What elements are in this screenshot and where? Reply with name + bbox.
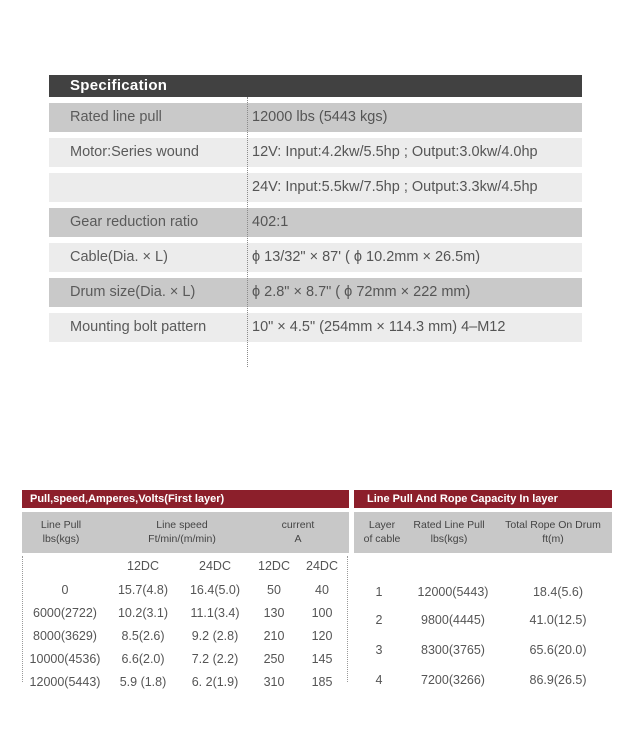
- spec-value: ϕ 13/32" × 87' ( ϕ 10.2mm × 26.5m): [252, 249, 481, 265]
- table-cell: 250: [263, 652, 285, 666]
- table-cell: 3: [375, 643, 383, 657]
- spec-row-drum-size: [49, 278, 582, 307]
- spec-row-rated-line-pull: [49, 103, 582, 132]
- table-cell: 65.6(20.0): [529, 643, 587, 657]
- col-line-pull-unit: lbs(kgs): [42, 533, 80, 545]
- col-line-pull: Line Pull: [40, 519, 82, 531]
- table-cell: 86.9(26.5): [529, 673, 587, 687]
- table-cell: 12000(5443): [29, 675, 101, 689]
- table-cell: 120: [311, 629, 333, 643]
- spec-row-motor-12v: [49, 138, 582, 167]
- column-divider: [22, 556, 23, 682]
- table-cell: 8300(3765): [421, 643, 485, 657]
- col-rated-line-pull: Rated Line Pull: [413, 519, 485, 531]
- spec-value: ϕ 2.8" × 8.7" ( ϕ 72mm × 222 mm): [252, 284, 471, 300]
- table-cell: 11.1(3.4): [190, 606, 240, 620]
- rope-capacity-table: [354, 490, 612, 690]
- table-cell: 310: [263, 675, 285, 689]
- table-cell: 16.4(5.0): [189, 583, 241, 597]
- table-cell: 6.6(2.0): [121, 652, 165, 666]
- table-cell: 185: [311, 675, 333, 689]
- table-cell: 41.0(12.5): [529, 613, 587, 627]
- table-cell: 7200(3266): [421, 673, 485, 687]
- specification-title: Specification: [49, 75, 582, 97]
- sub-12dc: 12DC: [127, 559, 159, 573]
- capacity-table-header: [354, 512, 612, 553]
- column-divider: [247, 97, 248, 367]
- spec-label: Motor:Series wound: [70, 144, 199, 160]
- table-cell: 6000(2722): [33, 606, 97, 620]
- table-cell: 50: [267, 583, 281, 597]
- table-cell: 15.7(4.8): [117, 583, 169, 597]
- spec-value: 24V: Input:5.5kw/7.5hp ; Output:3.3kw/4.5hp: [252, 179, 538, 195]
- table-cell: 8.5(2.6): [121, 629, 165, 643]
- spec-row-mounting-bolt: [49, 313, 582, 342]
- spec-label: Gear reduction ratio: [70, 214, 199, 230]
- specification-table: [49, 75, 582, 342]
- spec-row-cable: [49, 243, 582, 272]
- spec-label: Rated line pull: [70, 109, 162, 125]
- col-total-rope: Total Rope On Drum: [505, 519, 601, 531]
- col-layer: Layer: [368, 519, 396, 531]
- spec-label: Cable(Dia. × L): [70, 249, 168, 265]
- table-cell: 10000(4536): [29, 652, 101, 666]
- table-cell: 145: [311, 652, 333, 666]
- spec-value: 10" × 4.5" (254mm × 114.3 mm) 4–M12: [252, 319, 506, 335]
- col-line-speed-unit: Ft/min/(m/min): [148, 533, 216, 545]
- table-cell: 6. 2(1.9): [191, 675, 239, 689]
- table-cell: 18.4(5.6): [532, 585, 584, 599]
- table-cell: 12000(5443): [417, 585, 489, 599]
- table-cell: 7.2 (2.2): [191, 652, 239, 666]
- table-cell: 4: [375, 673, 383, 687]
- sub-24dc: 24DC: [199, 559, 231, 573]
- pull-table-title: Pull,speed,Amperes,Volts(First layer): [22, 490, 349, 508]
- table-cell: 9800(4445): [421, 613, 485, 627]
- spec-label: Mounting bolt pattern: [70, 319, 207, 335]
- col-layer-2: of cable: [363, 533, 401, 545]
- table-cell: 210: [263, 629, 285, 643]
- table-cell: 0: [61, 583, 69, 597]
- spec-row-motor-24v: [49, 173, 582, 202]
- table-cell: 9.2 (2.8): [191, 629, 239, 643]
- col-current: current: [281, 519, 315, 531]
- table-cell: 130: [263, 606, 285, 620]
- pull-speed-table: [22, 490, 349, 690]
- table-cell: 2: [375, 613, 383, 627]
- col-line-speed: Line speed: [156, 519, 208, 531]
- spec-value: 12000 lbs (5443 kgs): [252, 109, 388, 125]
- spec-value: 402:1: [252, 214, 289, 230]
- spec-value: 12V: Input:4.2kw/5.5hp ; Output:3.0kw/4.0hp: [252, 144, 538, 160]
- spec-label: Drum size(Dia. × L): [70, 284, 196, 300]
- col-total-unit: ft(m): [542, 533, 564, 545]
- spec-row-gear-ratio: [49, 208, 582, 237]
- sub-12dc: 12DC: [258, 559, 290, 573]
- table-cell: 8000(3629): [33, 629, 97, 643]
- pull-table-header: [22, 512, 349, 553]
- capacity-table-title: Line Pull And Rope Capacity In layer: [354, 490, 612, 508]
- col-current-unit: A: [294, 533, 302, 545]
- column-divider: [347, 556, 348, 682]
- table-cell: 100: [311, 606, 333, 620]
- table-cell: 10.2(3.1): [117, 606, 169, 620]
- table-cell: 1: [375, 585, 383, 599]
- col-rated-unit: lbs(kgs): [430, 533, 468, 545]
- table-cell: 40: [315, 583, 329, 597]
- table-cell: 5.9 (1.8): [119, 675, 167, 689]
- sub-24dc: 24DC: [306, 559, 338, 573]
